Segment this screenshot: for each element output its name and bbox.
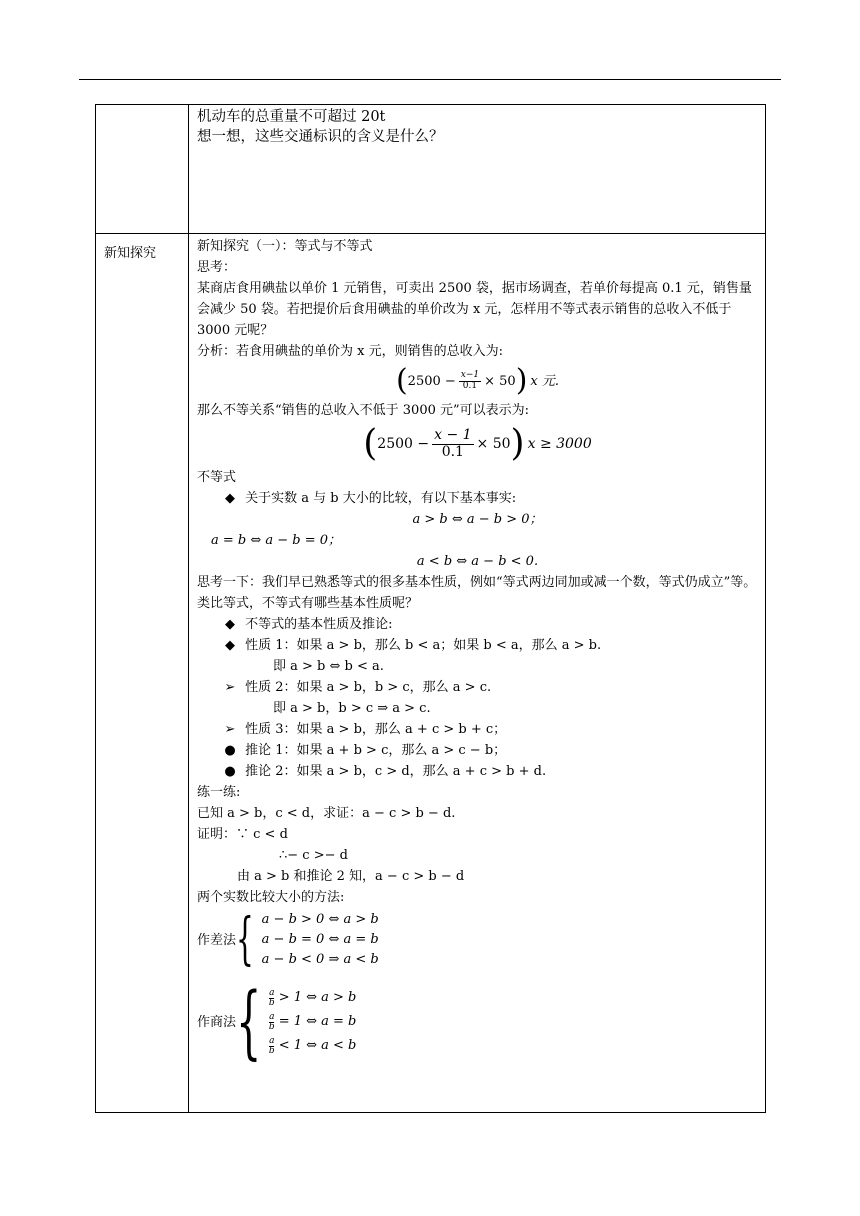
formula-revenue (197, 362, 758, 400)
formula2-num: x − 1 (434, 427, 472, 444)
intro-row (96, 105, 766, 234)
property-3-text: 性质 3：如果 a > b，那么 a + c > b + c； (245, 722, 507, 737)
property-2 (197, 677, 758, 698)
section-label: 新知探究 (96, 234, 189, 1113)
corollary-2 (197, 761, 758, 782)
arrow-bullet-icon: ➢ (224, 722, 236, 737)
diamond-bullet-icon: ◆ (225, 617, 235, 632)
new-knowledge-row (96, 234, 766, 1113)
formula1-c: x 元. (530, 373, 560, 389)
think-again-text: 思考一下：我们早已熟悉等式的很多基本性质，例如“等式两边同加或减一个数，等式仍成立”等。类比等式，不等式有哪些基本性质呢？ (197, 575, 757, 611)
formula2-a: 2500 − (377, 435, 430, 452)
quot-num: a (269, 1035, 275, 1046)
intro-label-cell (96, 105, 189, 234)
intro-line-1: 机动车的总重量不可超过 20t (197, 109, 386, 125)
dot-bullet-icon: ● (224, 743, 236, 758)
quot-rest: > 1 ⇔ a > b (278, 990, 357, 1005)
quot-den: b (268, 997, 275, 1008)
property-2-sub: 即 a > b，b > c ⇒ a > c. (273, 701, 431, 716)
diff-case: a − b > 0 ⇔ a > b (261, 912, 379, 927)
formula1-a: 2500 − (407, 373, 456, 389)
property-2-text: 性质 2：如果 a > b，b > c，那么 a > c. (245, 680, 492, 695)
quot-frac (269, 989, 275, 1008)
diff-label: 作差法 (197, 932, 237, 948)
diff-cases (262, 910, 379, 970)
fact-intro-text: 关于实数 a 与 b 大小的比较，有以下基本事实: (245, 491, 517, 506)
paren2-right: ) (510, 423, 525, 464)
proof-line-3: 由 a > b 和推论 2 知，a − c > b − d (237, 869, 465, 884)
quot-num: a (269, 987, 275, 998)
formula1-b: × 50 (484, 373, 516, 389)
corollary-1 (197, 740, 758, 761)
quot-label: 作商法 (197, 1014, 237, 1030)
given-text: 已知 a > b，c < d，求证：a − c > b − d. (197, 806, 456, 821)
quot-den: b (268, 1045, 275, 1056)
formula1-num: x−1 (460, 369, 480, 380)
fact-2: a = b ⇔ a − b = 0； (211, 533, 342, 548)
quot-case (269, 1010, 356, 1034)
proof-line-2: ∴− c >− d (279, 848, 348, 863)
quot-den: b (268, 1021, 275, 1032)
fact-1: a > b ⇔ a − b > 0； (412, 512, 543, 527)
formula-inequality (197, 421, 758, 467)
paren-left: ( (395, 363, 408, 398)
formula1-den: 0.1 (462, 380, 478, 391)
diff-case: a − b = 0 ⇔ a = b (261, 932, 379, 947)
practice-label: 练一练: (197, 785, 241, 800)
diamond-bullet-icon: ◆ (225, 491, 235, 506)
difference-method (197, 907, 758, 972)
analysis-text: 分析：若食用碘盐的单价为 x 元，则销售的总收入为: (197, 344, 503, 359)
quot-frac (269, 1037, 275, 1056)
fact-3: a < b ⇔ a − b < 0. (416, 554, 539, 569)
quotient-method (197, 975, 758, 1068)
problem-text: 某商店食用碘盐以单价 1 元销售，可卖出 2500 袋，据市场调查，若单价每提高 0.1 元，销售量会减少 50 袋。若把提价后食用碘盐的单价改为 x 元，怎样用不等式表示销售的总收入不低于 3000 元呢？ (197, 281, 752, 338)
formula2-den: 0.1 (441, 443, 464, 460)
proof-line-1: 证明：∵ c < d (197, 827, 288, 842)
arrow-bullet-icon: ➢ (224, 680, 236, 695)
formula1-frac (459, 371, 481, 392)
brace-icon: { (236, 907, 254, 972)
property-3 (197, 719, 758, 740)
props-title (197, 614, 758, 635)
quot-case (269, 1034, 356, 1058)
quot-rest: < 1 ⇔ a < b (278, 1038, 357, 1053)
property-1-sub: 即 a > b ⇔ b < a. (273, 659, 384, 674)
corollary-1-text: 推论 1：如果 a + b > c，那么 a > c − b； (245, 743, 507, 758)
quot-frac (269, 1013, 275, 1032)
formula2-c: x ≥ 3000 (527, 435, 592, 452)
dot-bullet-icon: ● (224, 764, 236, 779)
paren-right: ) (515, 363, 528, 398)
property-1 (197, 635, 758, 656)
intro-content-cell (189, 105, 766, 234)
fact-intro (197, 488, 758, 509)
inequality-title: 不等式 (197, 470, 237, 485)
quot-cases (269, 986, 356, 1058)
lesson-table (95, 104, 766, 1113)
methods-title: 两个实数比较大小的方法: (197, 890, 345, 905)
quot-rest: = 1 ⇔ a = b (278, 1014, 357, 1029)
think-label: 思考： (197, 260, 237, 275)
quot-case (269, 986, 356, 1010)
corollary-2-text: 推论 2：如果 a > b，c > d，那么 a + c > b + d. (245, 764, 547, 779)
formula2-b: × 50 (476, 435, 511, 452)
brace-icon: { (236, 975, 262, 1068)
section-heading: 新知探究（一）：等式与不等式 (197, 239, 373, 254)
intro-line-2: 想一想，这些交通标识的含义是什么？ (197, 129, 444, 145)
relation-text: 那么不等关系“销售的总收入不低于 3000 元”可以表示为: (197, 403, 530, 418)
property-1-text: 性质 1：如果 a > b，那么 b < a；如果 b < a，那么 a > b. (245, 638, 602, 653)
diamond-bullet-icon: ◆ (225, 638, 235, 653)
formula2-frac (432, 428, 473, 460)
diff-case: a − b < 0 ⇒ a < b (261, 952, 379, 967)
quot-num: a (269, 1011, 275, 1022)
props-title-text: 不等式的基本性质及推论: (245, 617, 393, 632)
section-content (189, 234, 766, 1113)
paren2-left: ( (363, 423, 378, 464)
header-rule (79, 79, 781, 80)
